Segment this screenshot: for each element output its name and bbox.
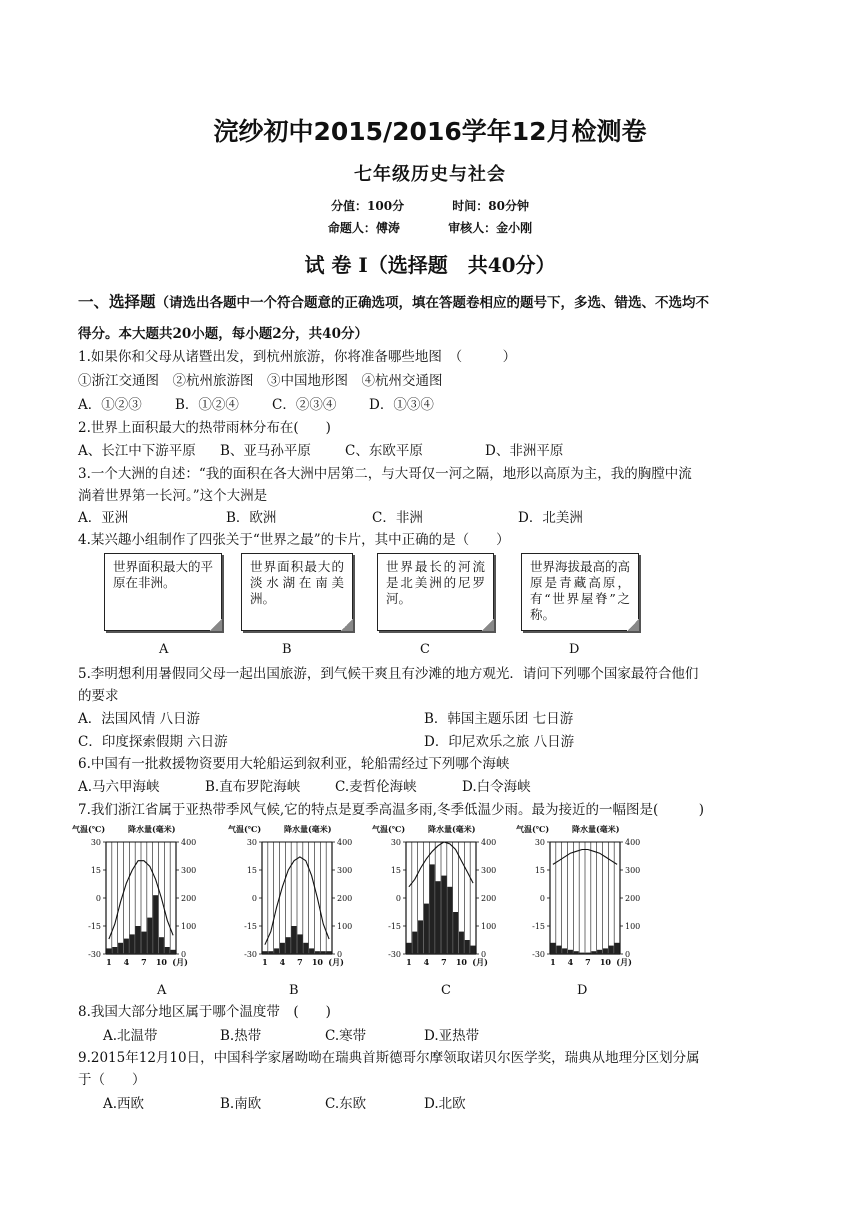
q5-stem-2: 的要求	[78, 688, 119, 704]
y-left-tick-label: 30	[246, 838, 257, 847]
precipitation-bar	[303, 943, 308, 954]
x-tick-label: 1	[106, 957, 112, 967]
precipitation-bar	[597, 950, 602, 954]
y-right-tick-label: 300	[181, 866, 197, 875]
precipitation-bar	[615, 943, 620, 954]
q2-option-c: C、东欧平原	[345, 443, 423, 459]
precipitation-bar	[136, 926, 141, 954]
x-tick-label: 10	[455, 957, 467, 967]
q4-card-d-label: D	[569, 642, 580, 657]
precipitation-bar	[471, 946, 476, 954]
y-right-tick-label: 0	[625, 950, 631, 959]
q5-option-a: A．法国风情 八日游	[78, 711, 201, 727]
precipitation-bar	[147, 918, 152, 954]
x-tick-label: 7	[441, 957, 447, 967]
q6-option-a: A.马六甲海峡	[78, 779, 160, 795]
precipitation-bar	[406, 943, 411, 954]
climate-chart-c-label: C	[441, 983, 451, 998]
q2-option-b: B、亚马孙平原	[220, 443, 311, 459]
q4-card-b-label: B	[282, 642, 292, 657]
precipitation-bar	[130, 934, 135, 954]
x-tick-label: 7	[585, 957, 591, 967]
y-left-tick-label: 15	[246, 866, 257, 875]
q4-card-c-label: C	[420, 642, 430, 657]
q9-option-c: C.东欧	[325, 1096, 367, 1112]
precipitation-bar	[171, 950, 176, 954]
author-row	[0, 219, 860, 236]
y-right-tick-label: 400	[337, 838, 353, 847]
q1-option-c: C．②③④	[272, 397, 337, 413]
q1-stem: 1.如果你和父母从诸暨出发，到杭州旅游，你将准备哪些地图 （ ）	[78, 349, 517, 365]
y-left-tick-label: 30	[90, 838, 101, 847]
q8-option-b: B.热带	[220, 1028, 262, 1044]
precipitation-bar	[153, 895, 158, 954]
q3-stem-1: 3.一个大洲的自述：“我的面积在各大洲中居第二，与大哥仅一河之隔，地形以高原为主，我的胸膛中流	[78, 466, 692, 482]
score-text: 分值：100分	[331, 199, 405, 213]
precipitation-bar	[286, 937, 291, 954]
q5-option-b: B．韩国主题乐团 七日游	[424, 711, 574, 727]
q1-option-b: B．①②④	[175, 397, 239, 413]
precipitation-bar	[562, 948, 567, 954]
y-left-tick-label: -15	[244, 922, 257, 931]
precipitation-bar	[412, 932, 417, 954]
q9-option-a: A.西欧	[103, 1096, 145, 1112]
q6-option-b: B.直布罗陀海峡	[205, 779, 301, 795]
precipitation-bar	[159, 937, 164, 954]
y-left-tick-label: 0	[539, 894, 545, 903]
q8-stem: 8.我国大部分地区属于哪个温度带 ( )	[78, 1004, 331, 1020]
left-axis-title: 气温(℃)	[72, 824, 106, 834]
precipitation-bar	[574, 951, 579, 954]
q6-option-c: C.麦哲伦海峡	[335, 779, 417, 795]
y-right-tick-label: 300	[481, 866, 497, 875]
q8-option-d: D.亚热带	[424, 1028, 480, 1044]
precipitation-bar	[280, 943, 285, 954]
q3-option-c: C．非洲	[372, 510, 423, 526]
right-axis-title: 降水量(毫米)	[428, 824, 476, 834]
y-left-tick-label: 30	[390, 838, 401, 847]
y-left-tick-label: -15	[388, 922, 401, 931]
precipitation-bar	[327, 951, 332, 954]
precipitation-bar	[609, 946, 614, 954]
y-right-tick-label: 400	[625, 838, 641, 847]
precipitation-bar	[106, 948, 111, 954]
precipitation-bar	[268, 951, 273, 954]
q9-stem-1: 9.2015年12月10日，中国科学家屠呦呦在瑞典首斯德哥尔摩领取诺贝尔医学奖，瑞典从地理分区划分属	[78, 1050, 700, 1066]
precipitation-bar	[274, 948, 279, 954]
q6-stem: 6.中国有一批救援物资要用大轮船运到叙利亚，轮船需经过下列哪个海峡	[78, 756, 510, 772]
q8-option-c: C.寒带	[325, 1028, 367, 1044]
q7-stem: 7.我们浙江省属于亚热带季风气候,它的特点是夏季高温多雨,冬季低温少雨。最为接近的一幅图是( )	[78, 802, 704, 818]
x-tick-label: (月)	[172, 957, 188, 967]
q3-option-b: B．欧洲	[226, 510, 277, 526]
q4-stem: 4.某兴趣小组制作了四张关于“世界之最”的卡片，其中正确的是（ ）	[78, 532, 510, 548]
precipitation-bar	[430, 864, 435, 954]
y-right-tick-label: 300	[337, 866, 353, 875]
q9-options	[103, 1094, 466, 1114]
q3-options	[78, 508, 583, 528]
precipitation-bar	[424, 904, 429, 954]
precipitation-bar	[292, 926, 297, 954]
precipitation-bar	[441, 876, 446, 954]
precipitation-bar	[165, 947, 170, 954]
x-tick-label: 7	[141, 957, 147, 967]
y-left-tick-label: 0	[395, 894, 401, 903]
precipitation-bar	[315, 951, 320, 954]
exam-title: 浣纱初中2015/2016学年12月检测卷	[213, 117, 647, 146]
precipitation-bar	[556, 946, 561, 954]
y-left-tick-label: 30	[534, 838, 545, 847]
precipitation-bar	[436, 881, 441, 954]
right-axis-title: 降水量(毫米)	[128, 824, 176, 834]
y-left-tick-label: -15	[88, 922, 101, 931]
y-left-tick-label: 15	[390, 866, 401, 875]
precipitation-bar	[568, 950, 573, 954]
section-name: 一、选择题	[78, 292, 156, 311]
y-left-tick-label: -30	[244, 950, 257, 959]
y-left-tick-label: 0	[251, 894, 257, 903]
x-tick-label: 4	[123, 957, 130, 967]
y-right-tick-label: 0	[337, 950, 343, 959]
y-left-tick-label: 15	[90, 866, 101, 875]
precipitation-bar	[118, 943, 123, 954]
precipitation-bar	[124, 939, 129, 954]
x-tick-label: (月)	[616, 957, 632, 967]
q3-stem-2: 淌着世界第一长河。”这个大洲是	[78, 488, 268, 504]
q9-option-b: B.南欧	[220, 1096, 262, 1112]
q2-stem: 2.世界上面积最大的热带雨林分布在( )	[78, 420, 331, 436]
q2-options	[78, 441, 563, 461]
q3-option-d: D．北美洲	[518, 510, 583, 526]
precipitation-bar	[585, 953, 590, 954]
climate-chart-a	[72, 822, 206, 974]
y-right-tick-label: 300	[625, 866, 641, 875]
climate-chart-c	[372, 822, 506, 974]
precipitation-bar	[453, 912, 458, 954]
y-left-tick-label: -30	[532, 950, 545, 959]
x-tick-label: 1	[550, 957, 556, 967]
q9-option-d: D.北欧	[424, 1096, 466, 1112]
section-heading	[78, 292, 783, 313]
section-instruction-2: 得分。本大题共20小题，每小题2分，共40分）	[78, 326, 368, 342]
precipitation-bar	[262, 951, 267, 954]
section-instruction-1: （请选出各题中一个符合题意的正确选项，填在答题卷相应的题号下，多选、错选、不选均不	[155, 295, 710, 311]
x-tick-label: 1	[262, 957, 268, 967]
y-right-tick-label: 200	[337, 894, 353, 903]
y-right-tick-label: 200	[181, 894, 197, 903]
q6-options	[78, 777, 531, 797]
author-text: 命题人：傅涛	[327, 221, 400, 235]
precipitation-bar	[141, 932, 146, 954]
q4-card-c: 世界最长的河流是北美洲的尼罗河。	[377, 553, 494, 631]
precipitation-bar	[465, 940, 470, 954]
q5-stem-1: 5.李明想利用暑假同父母一起出国旅游，到气候干爽且有沙滩的地方观光．请问下列哪个国家最符合他们	[78, 666, 699, 682]
q6-option-d: D.白令海峡	[462, 779, 531, 795]
q8-options	[103, 1026, 479, 1046]
x-tick-label: 10	[155, 957, 167, 967]
x-tick-label: 10	[599, 957, 611, 967]
y-left-tick-label: 15	[534, 866, 545, 875]
right-axis-title: 降水量(毫米)	[284, 824, 332, 834]
q2-option-a: A、长江中下游平原	[78, 443, 196, 459]
x-tick-label: 1	[406, 957, 412, 967]
y-right-tick-label: 100	[337, 922, 353, 931]
precipitation-bar	[297, 934, 302, 954]
precipitation-bar	[112, 947, 117, 954]
time-text: 时间：80分钟	[452, 199, 529, 213]
q4-card-a: 世界面积最大的平原在非洲。	[104, 553, 222, 631]
y-left-tick-label: -30	[388, 950, 401, 959]
y-right-tick-label: 200	[625, 894, 641, 903]
x-tick-label: 4	[279, 957, 286, 967]
y-left-tick-label: -30	[88, 950, 101, 959]
y-right-tick-label: 200	[481, 894, 497, 903]
x-tick-label: 10	[311, 957, 323, 967]
precipitation-bar	[603, 948, 608, 954]
q8-option-a: A.北温带	[103, 1028, 158, 1044]
q1-options	[78, 395, 434, 415]
exam-subtitle: 七年级历史与社会	[354, 164, 506, 185]
y-left-tick-label: 0	[95, 894, 101, 903]
precipitation-bar	[418, 920, 423, 954]
q9-stem-2: 于（ ）	[78, 1072, 146, 1088]
climate-chart-a-label: A	[157, 983, 167, 998]
x-tick-label: (月)	[328, 957, 344, 967]
climate-chart-b-label: B	[289, 983, 299, 998]
y-right-tick-label: 400	[481, 838, 497, 847]
x-tick-label: (月)	[472, 957, 488, 967]
x-tick-label: 4	[423, 957, 430, 967]
left-axis-title: 气温(℃)	[516, 824, 550, 834]
left-axis-title: 气温(℃)	[228, 824, 262, 834]
precipitation-bar	[447, 887, 452, 954]
q5-option-c: C．印度探索假期 六日游	[78, 734, 228, 750]
precipitation-bar	[550, 943, 555, 954]
y-right-tick-label: 0	[181, 950, 187, 959]
y-right-tick-label: 100	[181, 922, 197, 931]
q1-items: ①浙江交通图 ②杭州旅游图 ③中国地形图 ④杭州交通图	[78, 373, 443, 389]
climate-chart-d-label: D	[577, 983, 588, 998]
right-axis-title: 降水量(毫米)	[572, 824, 620, 834]
q4-card-b: 世界面积最大的淡水湖在南美洲。	[241, 553, 353, 631]
q4-card-d: 世界海拔最高的高原是青藏高原，有“世界屋脊”之称。	[521, 553, 639, 631]
precipitation-bar	[309, 948, 314, 954]
y-right-tick-label: 0	[481, 950, 487, 959]
y-left-tick-label: -15	[532, 922, 545, 931]
q5-option-d: D．印尼欢乐之旅 八日游	[424, 734, 575, 750]
x-tick-label: 7	[297, 957, 303, 967]
paper-section-title: 试 卷 I（选择题 共40分）	[304, 253, 556, 277]
precipitation-bar	[591, 951, 596, 954]
q2-option-d: D、非洲平原	[485, 443, 564, 459]
score-time-row	[0, 197, 860, 214]
q3-option-a: A．亚洲	[78, 510, 129, 526]
q1-option-a: A．①②③	[78, 397, 142, 413]
y-right-tick-label: 100	[625, 922, 641, 931]
x-tick-label: 4	[567, 957, 574, 967]
y-right-tick-label: 100	[481, 922, 497, 931]
left-axis-title: 气温(℃)	[372, 824, 406, 834]
precipitation-bar	[321, 951, 326, 954]
precipitation-bar	[580, 953, 585, 954]
q4-card-a-label: A	[159, 642, 169, 657]
reviewer-text: 审核人：金小刚	[448, 221, 533, 235]
q1-option-d: D．①③④	[369, 397, 434, 413]
climate-chart-b	[228, 822, 362, 974]
y-right-tick-label: 400	[181, 838, 197, 847]
precipitation-bar	[459, 932, 464, 954]
climate-chart-d	[516, 822, 650, 974]
